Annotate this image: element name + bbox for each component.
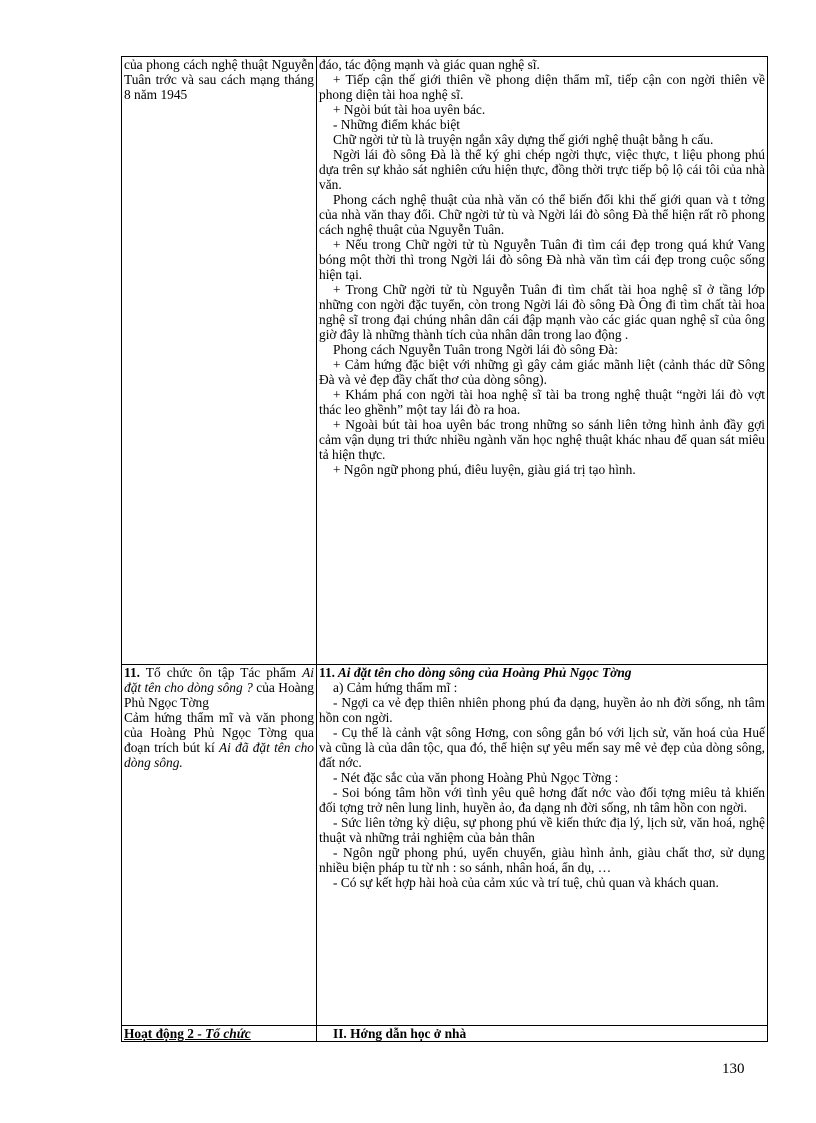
paragraph: - Ngợi ca vẻ đẹp thiên nhiên phong phú đa dạng, huyền ảo nh đời sống, nh tâm hồn con ngời. [319,695,765,725]
paragraph: Ngời lái đò sông Đà là thể ký ghi chép ngời thực, việc thực, t liệu phong phú dựa trên sự khảo sát nghiên cứu hiện thực, đồng thời trực tiếp bộ lộ cái tôi của nhà văn. [319,147,765,192]
text-run: Tổ chức [205,1026,251,1041]
paragraph: - Soi bóng tâm hồn với tình yêu quê hơng đất nớc vào đối tợng miêu tả khiến đối tợng trở nên lung linh, huyền ảo, đa dạng nh đời sống, nh tâm hồn con ngời. [319,785,765,815]
section-11-subheading [124,710,314,770]
paragraph: - Ngôn ngữ phong phú, uyển chuyển, giàu hình ảnh, giàu chất thơ, sử dụng nhiều biện pháp tu từ nh : so sánh, nhân hoá, ẩn dụ, … [319,845,765,875]
table-row [122,57,768,665]
paragraph: + Tiếp cận thế giới thiên về phong diện thẩm mĩ, tiếp cận con ngời thiên về phong diện tài hoa nghệ sĩ. [319,72,765,102]
text-run: Hoạt động 2 - [124,1026,206,1041]
paragraph: Phong cách Nguyễn Tuân trong Ngời lái đò sông Đà: [333,342,618,357]
left-cell [122,665,317,1026]
page-number: 130 [722,1061,745,1077]
text-run: của Hoàng Phủ Ngọc Tờng [124,680,314,710]
activity-heading [124,1026,314,1041]
section-title [319,665,765,680]
work-title: Ai đã đặt tên cho dòng sông. [124,740,314,770]
paragraph: - Sức liên tởng kỳ diệu, sự phong phú về kiến thức địa lý, lịch sử, văn hoá, nghệ thuật và những trải nghiệm của bản thân [319,815,765,845]
left-cell [122,57,317,665]
paragraph: - Những điểm khác biệt [333,117,460,132]
section-number: 11. [124,665,140,680]
section-title-text: Ai đặt tên cho dòng sông của Hoàng Phủ Ngọc Tờng [335,665,632,680]
left-cell [122,1026,317,1042]
paragraph: Phong cách nghệ thuật của nhà văn có thể biến đổi khi thế giới quan và t tởng của nhà văn thay đổi. Chữ ngời tử tù và Ngời lái đò sông Đà thể hiện rất rõ phong cách nghệ thuật của Nguyễn Tuân. [319,192,765,237]
work-title: Ai đặt tên cho dòng sông ? [124,665,314,695]
section-11-heading [124,665,314,710]
section-number: 11. [319,665,335,680]
left-text: của phong cách nghệ thuật Nguyễn Tuân trớc và sau cách mạng tháng 8 năm 1945 [124,57,314,102]
paragraph: + Khám phá con ngời tài hoa nghệ sĩ tài ba trong nghệ thuật “ngời lái đò vợt thác leo ghềnh” một tay lái đò ra hoa. [319,387,765,417]
paragraph: + Ngoài bút tài hoa uyên bác trong những so sánh liên tởng hình ảnh đầy gợi cảm vận dụng tri thức nhiều ngành văn học nghệ thuật khác nhau để quan sát miêu tả hiện thực. [319,417,765,462]
right-cell [317,665,768,1026]
paragraph: + Trong Chữ ngời tử tù Nguyễn Tuân đi tìm chất tài hoa nghệ sĩ ở tầng lớp những con ngời đặc tuyển, còn trong Ngời lái đò sông Đà Ông đi tìm chất tài hoa nghệ sĩ trong đại chúng nhân dân cái đập mạnh vào các giác quan nghệ sĩ của ông giờ đây là những thành tích của nhân dân trong lao động . [319,282,765,342]
paragraph: a) Cảm hứng thẩm mĩ : [333,680,458,695]
table-row [122,1026,768,1042]
paragraph: - Cụ thể là cảnh vật sông Hơng, con sông gắn bó với lịch sử, văn hoá của Huế và cũng là của dân tộc, qua đó, thể hiện sự yêu mến say mê vẻ đẹp của dòng sông, đất nớc. [319,725,765,770]
text-run: Cảm hứng thẩm mĩ và văn phong của Hoàng Phủ Ngọc Tờng qua đoạn trích bút kí [124,710,314,755]
table-row [122,665,768,1026]
section-title: II. Hớng dẫn học ở nhà [333,1026,467,1041]
paragraph: - Có sự kết hợp hài hoà của cảm xúc và trí tuệ, chủ quan và khách quan. [333,875,719,890]
right-cell [317,1026,768,1042]
lesson-table [121,56,768,1042]
paragraph: - Nét đặc sắc của văn phong Hoàng Phủ Ngọc Tờng : [333,770,619,785]
paragraph: + Ngôn ngữ phong phú, điêu luyện, giàu giá trị tạo hình. [333,462,636,477]
paragraph: + Ngòi bút tài hoa uyên bác. [333,102,486,117]
text-run: Tổ chức ôn tập Tác phẩm [140,665,303,680]
paragraph: + Cảm hứng đặc biệt với những gì gây cảm giác mãnh liệt (cảnh thác dữ Sông Đà và vẻ đẹp đầy chất thơ của dòng sông). [319,357,765,387]
paragraph: + Nếu trong Chữ ngời tử tù Nguyễn Tuân đi tìm cái đẹp trong quá khứ Vang bóng một thời thì trong Ngời lái đò sông Đà nhà văn tìm cái đẹp trong cuộc sống hiện tại. [319,237,765,282]
paragraph: đáo, tác động mạnh và giác quan nghệ sĩ. [319,57,540,72]
right-cell [317,57,768,665]
paragraph: Chữ ngời tử tù là truyện ngắn xây dựng thế giới nghệ thuật bằng h cấu. [333,132,714,147]
